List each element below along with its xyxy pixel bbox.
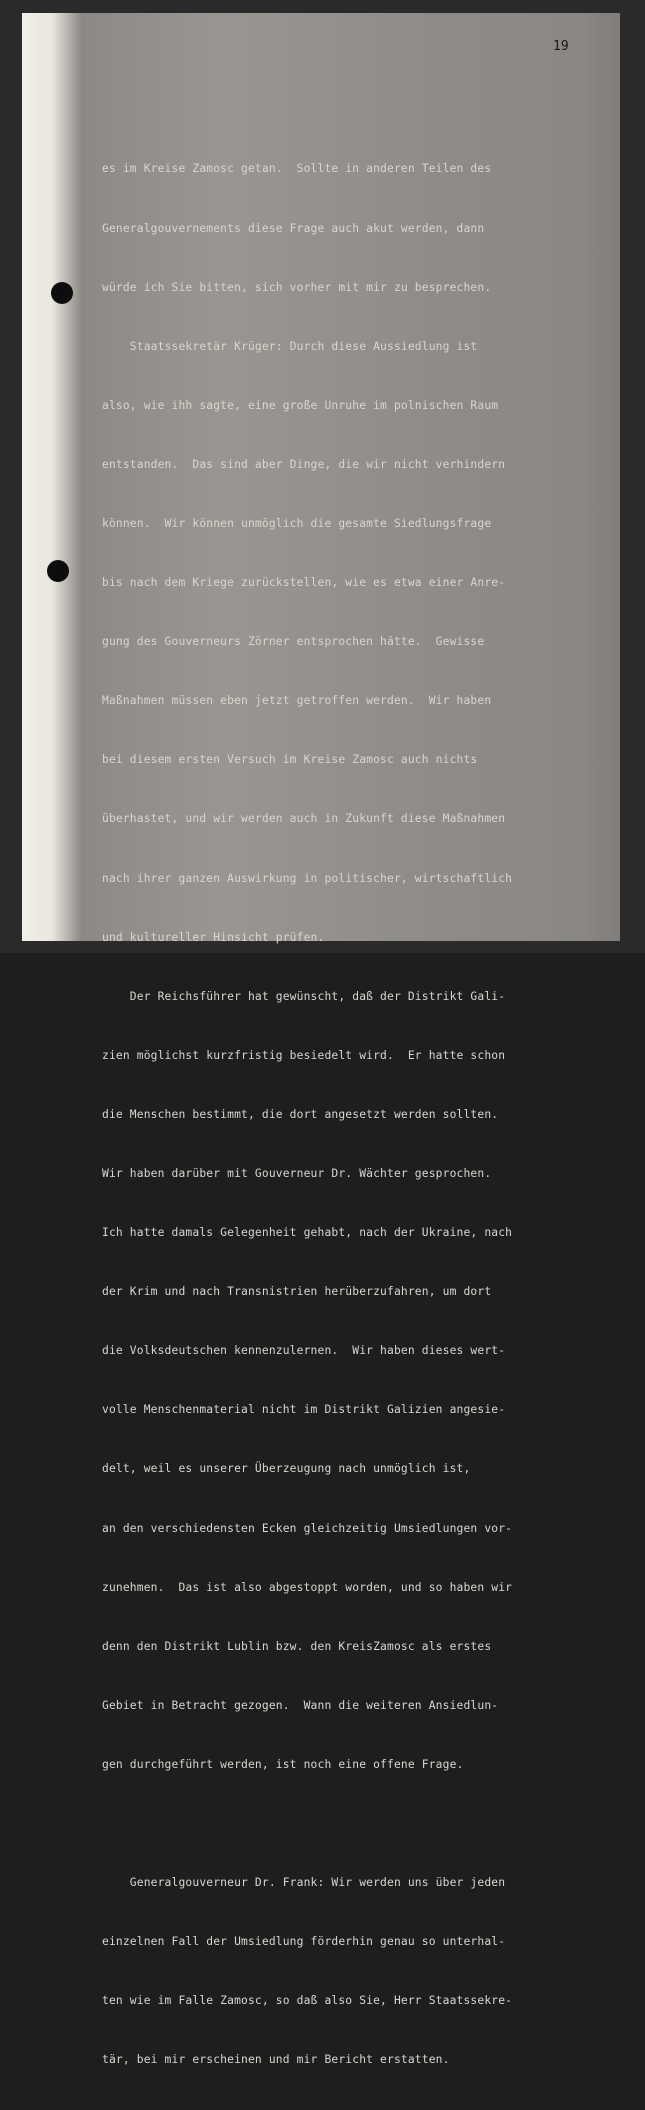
text-line: gung des Gouverneurs Zörner entsprochen hätte. Gewisse bbox=[102, 635, 485, 649]
text-line: zunehmen. Das ist also abgestoppt worden, und so haben wir bbox=[102, 1580, 513, 1594]
text-line: nach ihrer ganzen Auswirkung in politischer, wirtschaftlich bbox=[102, 871, 513, 885]
text-line: der Krim und nach Transnistrien herüberzufahren, um dort bbox=[102, 1285, 492, 1299]
text-line: zien möglichst kurzfristig besiedelt wird. Er hatte schon bbox=[102, 1048, 506, 1062]
text-line: überhastet, und wir werden auch in Zukunft diese Maßnahmen bbox=[102, 812, 506, 826]
text-line: die Volksdeutschen kennenzulernen. Wir haben dieses wert- bbox=[102, 1344, 506, 1358]
text-line: Generalgouvernements diese Frage auch akut werden, dann bbox=[102, 221, 485, 235]
text-line: also, wie ihh sagte, eine große Unruhe im polnischen Raum bbox=[102, 398, 499, 412]
text-line: volle Menschenmaterial nicht im Distrikt Galizien angesie- bbox=[102, 1403, 506, 1417]
page-number: 19 bbox=[553, 39, 569, 54]
text-line: Wir haben darüber mit Gouverneur Dr. Wächter gesprochen. bbox=[102, 1167, 492, 1180]
text-line: Der Reichsführer hat gewünscht, daß der Distrikt Gali- bbox=[102, 989, 506, 1003]
text-line: bis nach dem Kriege zurückstellen, wie es etwa einer Anre- bbox=[102, 576, 506, 590]
text-line: Gebiet in Betracht gezogen. Wann die weiteren Ansiedlun- bbox=[102, 1698, 499, 1712]
text-line: delt, weil es unserer Überzeugung nach unmöglich ist, bbox=[102, 1462, 471, 1476]
text-line: können. Wir können unmöglich die gesamte Siedlungsfrage bbox=[102, 516, 492, 530]
text-line: würde ich Sie bitten, sich vorher mit mir zu besprechen. bbox=[102, 280, 492, 294]
text-line: und kultureller Hinsicht prüfen. bbox=[102, 930, 325, 944]
text-line bbox=[102, 1814, 622, 1834]
text-line: gen durchgeführt werden, ist noch eine offene Frage. bbox=[102, 1757, 464, 1771]
text-line: Maßnahmen müssen eben jetzt getroffen werden. Wir haben bbox=[102, 694, 492, 708]
typewritten-body bbox=[102, 120, 622, 2110]
text-line: tär, bei mir erscheinen und mir Bericht erstatten. bbox=[102, 2053, 450, 2067]
text-line: Generalgouverneur Dr. Frank: Wir werden uns über jeden bbox=[102, 1876, 506, 1890]
text-line: Staatssekretär Krüger: Durch diese Aussiedlung ist bbox=[102, 339, 478, 353]
punch-hole-top bbox=[51, 282, 73, 304]
text-line: einzelnen Fall der Umsiedlung förderhin genau so unterhal- bbox=[102, 1935, 506, 1949]
text-line: Ich hatte damals Gelegenheit gehabt, nach der Ukraine, nach bbox=[102, 1226, 513, 1240]
punch-hole-bottom bbox=[47, 560, 69, 582]
text-line: bei diesem ersten Versuch im Kreise Zamosc auch nichts bbox=[102, 753, 478, 767]
text-line: entstanden. Das sind aber Dinge, die wir nicht verhindern bbox=[102, 457, 506, 471]
text-line: an den verschiedensten Ecken gleichzeitig Umsiedlungen vor- bbox=[102, 1521, 513, 1535]
text-line: es im Kreise Zamosc getan. Sollte in anderen Teilen des bbox=[102, 162, 492, 176]
text-line: die Menschen bestimmt, die dort angesetzt werden sollten. bbox=[102, 1107, 499, 1121]
text-line: ten wie im Falle Zamosc, so daß also Sie, Herr Staatssekre- bbox=[102, 1994, 513, 2008]
text-line: denn den Distrikt Lublin bzw. den KreisZamosc als erstes bbox=[102, 1639, 492, 1653]
